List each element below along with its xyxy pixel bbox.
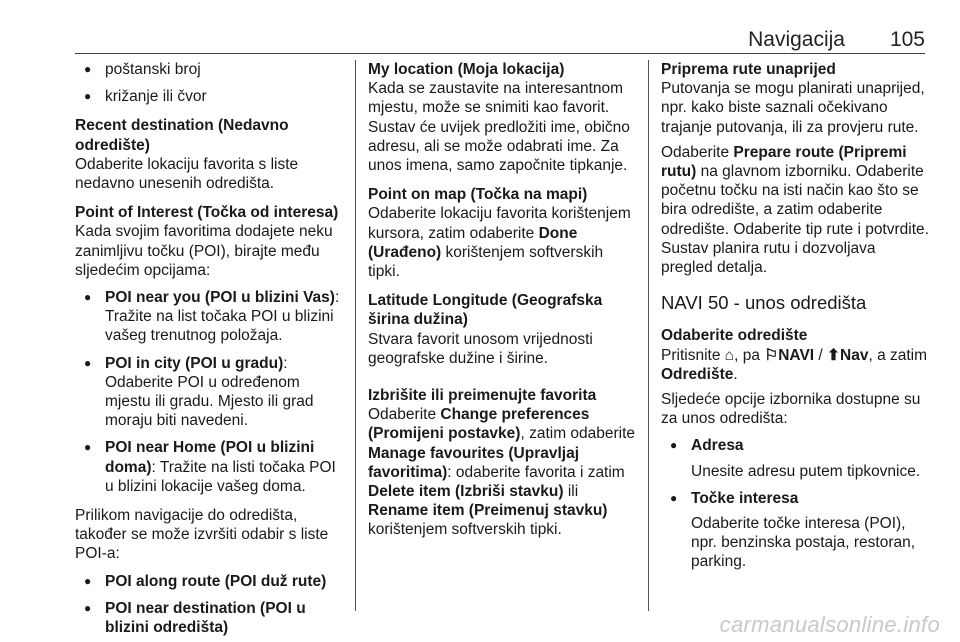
- list-item: [75, 288, 343, 346]
- text-run: Odaberite lokaciju favorita korištenjem kursora, zatim odaberite: [368, 205, 631, 242]
- poi-text: Kada svojim favoritima dodajete neku zanimljivu točku (POI), birajte među sljedećim opcijama:: [75, 223, 333, 279]
- point-on-map-heading: Point on map (Točka na mapi): [368, 186, 588, 204]
- option-text: Tražite na list točaka POI u blizini vašeg trenutnog položaja.: [105, 308, 334, 345]
- navigation-arrow-icon: ⬆: [827, 346, 841, 364]
- latlong-heading: Latitude Longitude (Geografska širina dužina): [368, 292, 603, 329]
- text-run: ili: [567, 483, 579, 501]
- list-item: [75, 354, 343, 431]
- list-item: [661, 436, 929, 480]
- point-on-map-block: [368, 185, 636, 281]
- latlong-block: [368, 291, 636, 368]
- prepare-route-text: Putovanja se mogu planirati unaprijed, npr. kako biste saznali očekivano trajanje putovanja, ili za provjeru rute.: [661, 80, 925, 136]
- column-2: [368, 60, 636, 540]
- page-header: [75, 18, 925, 54]
- text-run: na glavnom izborniku. Odaberite početnu točku na isti način kao što se bira odredište, a zatim odaberite odredište. Odaberite tip rute i potvrdite. Sustav planira rutu i dozvoljava pregled detalja.: [661, 163, 929, 277]
- text-run-bold: Done (Urađeno): [368, 224, 578, 261]
- prepare-route-heading: Priprema rute unaprijed: [661, 61, 836, 78]
- header-rule: [75, 53, 925, 54]
- list-item: [661, 489, 929, 572]
- text-run: /: [814, 346, 828, 364]
- home-icon: ⌂: [724, 346, 735, 364]
- section-title: Navigacija: [748, 28, 845, 51]
- option-label: ● Točke interesa: [691, 489, 799, 507]
- option-text: Unesite adresu putem tipkovnice.: [691, 462, 921, 480]
- latlong-text: Stvara favorit unosom vrijednosti geografske dužine i širine.: [368, 330, 593, 367]
- poi-heading: Point of Interest (Točka od interesa): [75, 204, 339, 222]
- select-destination-text: [661, 346, 929, 384]
- point-on-map-text: [368, 204, 636, 281]
- column-3: [661, 60, 929, 572]
- flag-icon: ⚐: [764, 346, 779, 364]
- prepare-route-instructions: [661, 143, 929, 277]
- text-run: korištenjem softverskih tipki.: [368, 243, 604, 281]
- text-run-bold: NAVI: [778, 346, 815, 364]
- column-divider-1: [355, 60, 356, 611]
- my-location-block: [368, 60, 636, 175]
- text-run: Pritisnite: [661, 346, 721, 364]
- list-item: ● POI near destination (POI u blizini odredišta): [75, 599, 343, 637]
- destination-options: [661, 436, 929, 571]
- option-label: ● Adresa: [691, 437, 744, 455]
- select-destination-heading: Odaberite odredište: [661, 327, 808, 345]
- text-run: , zatim odaberite: [520, 425, 636, 443]
- my-location-heading: My location (Moja lokacija): [368, 61, 565, 78]
- list-item: ● POI along route (POI duž rute): [75, 572, 343, 591]
- list-item: ● križanje ili čvor: [75, 87, 343, 106]
- column-divider-2: [648, 60, 649, 611]
- text-run-bold: Manage favourites (Upravljaj favoritima): [368, 444, 580, 481]
- text-run: , pa: [734, 346, 760, 364]
- text-run: Odaberite: [661, 143, 730, 161]
- menu-options-text: Sljedeće opcije izbornika dostupne su za unos odredišta:: [661, 391, 921, 428]
- option-sep: :: [151, 458, 156, 476]
- recent-destination-block: [75, 116, 343, 193]
- text-run-bold: Nav: [840, 346, 869, 364]
- text-run-bold: Odredište: [661, 365, 734, 383]
- option-text: Tražite na listi točaka POI u blizini lokacije vašeg doma.: [105, 458, 336, 495]
- navigation-poi-options: [75, 572, 343, 638]
- text-run: korištenjem softverskih tipki.: [368, 521, 562, 539]
- delete-rename-text: [368, 405, 636, 539]
- text-run-bold: Change preferences (Promijeni postavke): [368, 406, 590, 443]
- top-list: [75, 60, 343, 106]
- option-text: Odaberite POI u određenom mjestu ili gradu. Mjesto ili grad moraju biti navedeni.: [105, 373, 314, 430]
- text-run: : odaberite favorita i zatim: [447, 463, 625, 481]
- poi-options: [75, 288, 343, 496]
- list-item: [75, 438, 343, 496]
- poi-block: [75, 203, 343, 496]
- my-location-text: Kada se zaustavite na interesantnom mjestu, može se snimiti kao favorit. Sustav će uvijek predložiti ime, obično adresu, ali se može odabrati ime. Za unos imena, samo započnite tipkanje.: [368, 80, 630, 175]
- option-label: POI near you (POI u blizini Vas): [105, 289, 335, 307]
- text-run-bold: Prepare route (Pripremi rutu): [661, 143, 907, 181]
- delete-rename-heading: Izbrišite ili preimenujte favorita: [368, 387, 597, 405]
- navi50-section-title: NAVI 50 - unos odredišta: [661, 292, 867, 314]
- option-sep: :: [334, 289, 340, 307]
- page-number: 105: [889, 28, 925, 51]
- navigation-poi-text: Prilikom navigacije do odredišta, također se može izvršiti odabir s liste POI-a:: [75, 507, 329, 563]
- select-destination-block: [661, 326, 929, 571]
- recent-destination-heading: Recent destination (Nedavno odredište): [75, 117, 289, 154]
- option-label: POI near Home (POI u blizini doma): [105, 439, 315, 476]
- option-label: POI in city (POI u gradu): [105, 354, 284, 372]
- text-run-bold: Delete item (Izbriši stavku): [368, 483, 564, 501]
- recent-destination-text: Odaberite lokaciju favorita s liste nedavno unesenih odredišta.: [75, 155, 299, 193]
- column-1: [75, 60, 343, 637]
- text-run: .: [733, 365, 738, 383]
- text-run: , a zatim: [868, 346, 928, 364]
- option-text: Odaberite točke interesa (POI), npr. benzinska postaja, restoran, parking.: [691, 515, 916, 571]
- list-item: ● poštanski broj: [75, 60, 343, 79]
- option-sep: :: [283, 354, 288, 372]
- delete-rename-block: [368, 386, 636, 540]
- prepare-route-block: [661, 60, 929, 277]
- watermark: carmanualsonline.info: [719, 612, 940, 637]
- text-run: Odaberite: [368, 406, 437, 424]
- text-run-bold: Rename item (Preimenuj stavku): [368, 502, 608, 520]
